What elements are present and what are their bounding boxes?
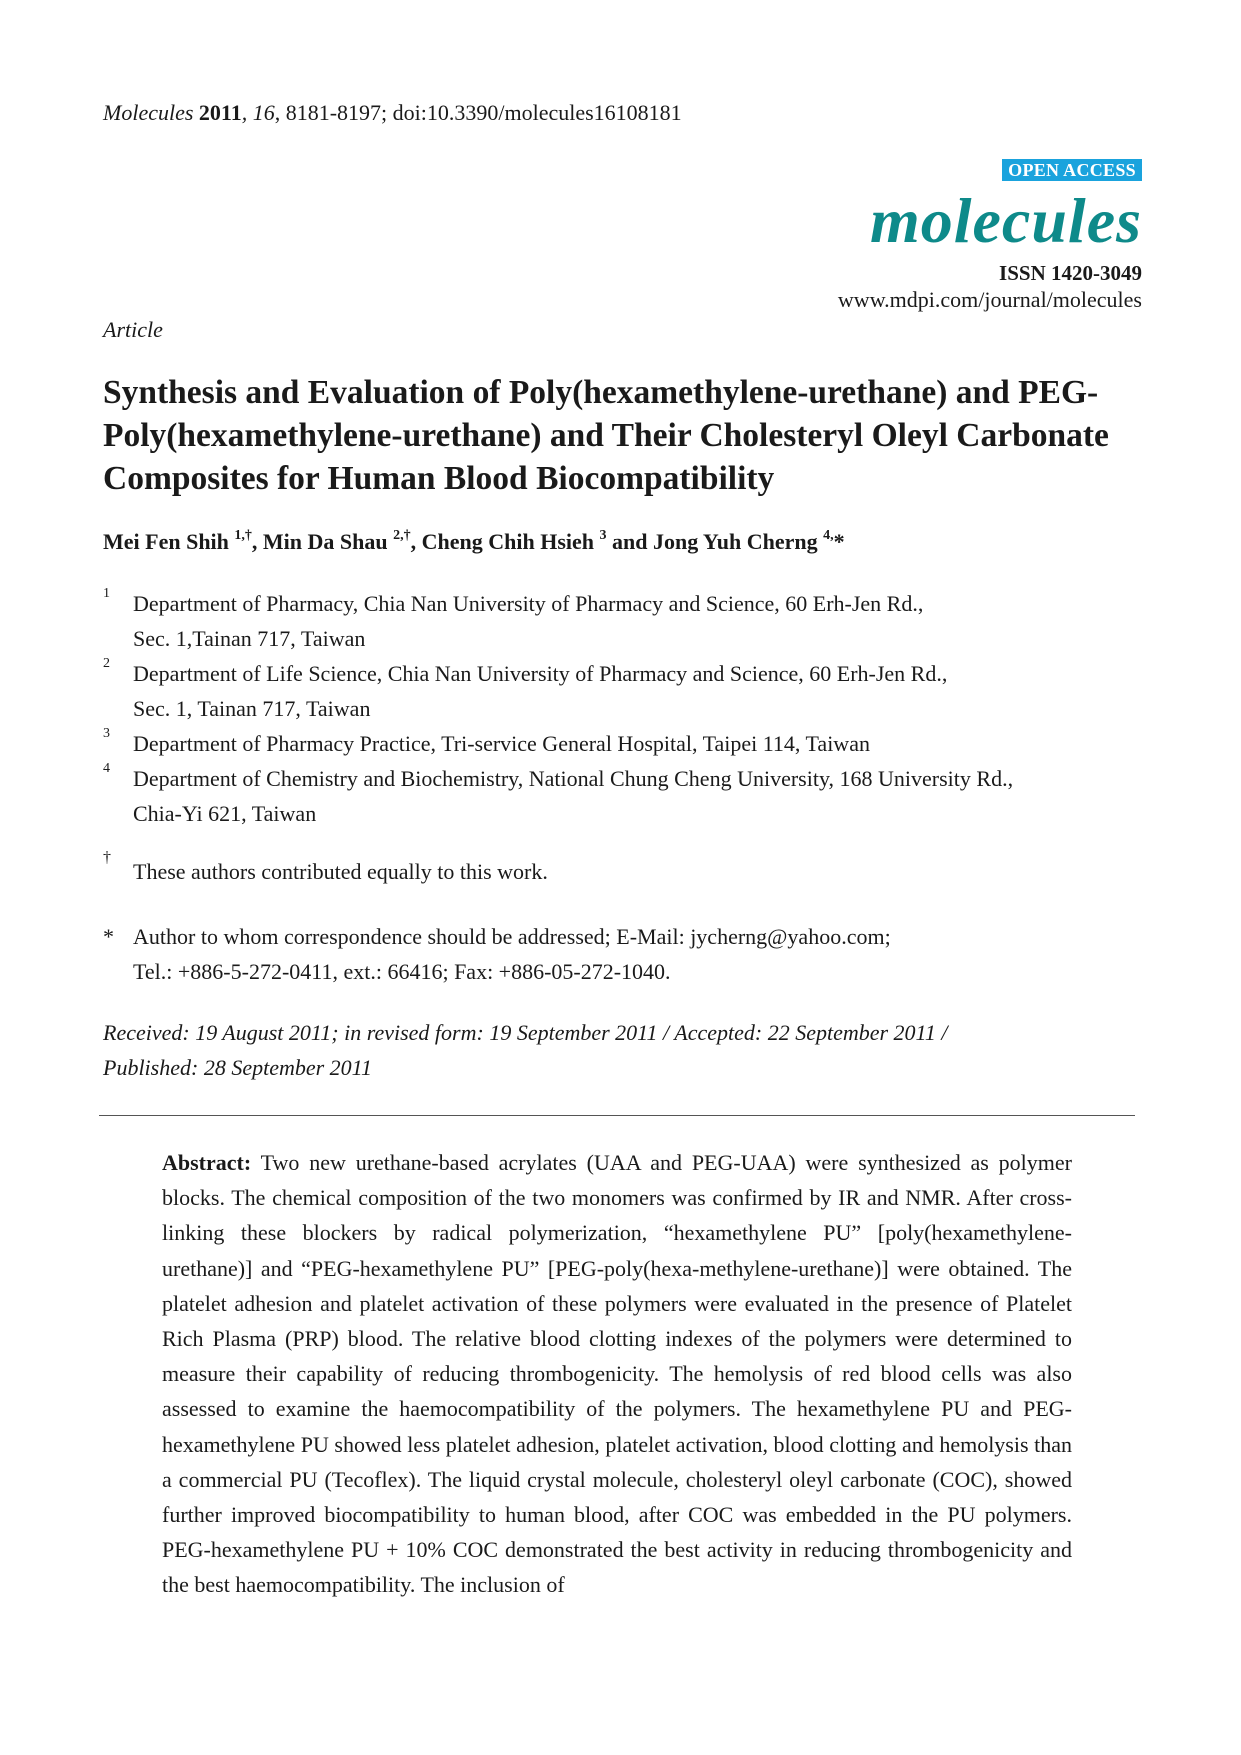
affiliation-text: Sec. 1,Tainan 717, Taiwan bbox=[133, 626, 366, 651]
publication-dates bbox=[103, 1015, 948, 1085]
affiliation-text: Sec. 1, Tainan 717, Taiwan bbox=[133, 696, 371, 721]
abstract bbox=[162, 1145, 1072, 1603]
author-affiliation-mark: 1,† bbox=[234, 528, 252, 543]
journal-url[interactable]: www.mdpi.com/journal/molecules bbox=[837, 287, 1142, 312]
affiliation-text: Chia-Yi 621, Taiwan bbox=[133, 801, 317, 826]
affiliation-text: Department of Life Science, Chia Nan University of Pharmacy and Science, 60 Erh-Jen Rd., bbox=[133, 661, 948, 686]
author-name: Min Da Shau bbox=[262, 529, 388, 554]
dagger-symbol: † bbox=[103, 849, 111, 866]
article-type: Article bbox=[103, 317, 163, 342]
affiliation-text: Department of Pharmacy, Chia Nan University of Pharmacy and Science, 60 Erh-Jen Rd., bbox=[133, 591, 924, 616]
author-name: Cheng Chih Hsieh bbox=[421, 529, 595, 554]
equal-contribution-text: These authors contributed equally to this work. bbox=[133, 859, 548, 884]
affiliation-number: 1 bbox=[103, 586, 110, 601]
abstract-label: Abstract: bbox=[162, 1150, 252, 1175]
article-title: Synthesis and Evaluation of Poly(hexamethylene-urethane) and PEG-Poly(hexamethylene-urethane) and Their Cholesteryl Oleyl Carbonate Composites for Human Blood Biocompatibility bbox=[103, 374, 1109, 497]
open-access-badge: OPEN ACCESS bbox=[1002, 159, 1142, 181]
affiliation-number: 2 bbox=[103, 656, 110, 671]
author-name: Jong Yuh Cherng bbox=[653, 529, 818, 554]
citation-volume: 16 bbox=[252, 100, 275, 125]
section-divider bbox=[99, 1115, 1135, 1116]
abstract-text: Two new urethane-based acrylates (UAA and PEG-UAA) were synthesized as polymer blocks. The chemical composition of the two monomers was confirmed by IR and NMR. After cross-linking these blockers by radical polymerization, “hexamethylene PU” [poly(hexamethylene-urethane)] and “PEG-hexamethylene PU” [PEG-poly(hexa-methylene-urethane)] were obtained. The platelet adhesion and platelet activation of these polymers were evaluated in the presence of Platelet Rich Plasma (PRP) blood. The relative blood clotting indexes of the polymers were determined to measure their capability of reducing thrombogenicity. The hemolysis of red blood cells was also assessed to examine the haemocompatibility of the polymers. The hexamethylene PU and PEG-hexamethylene PU showed less platelet adhesion, platelet activation, blood clotting and hemolysis than a commercial PU (Tecoflex). The liquid crystal molecule, cholesteryl oleyl carbonate (COC), showed further improved biocompatibility to human blood, after COC was embedded in the PU polymers. PEG-hexamethylene PU + 10% COC demonstrated the best activity in reducing thrombogenicity and the best haemocompatibility. The inclusion of bbox=[162, 1150, 1072, 1598]
affiliation-number: 3 bbox=[103, 726, 110, 741]
correspondence-line: Tel.: +886-5-272-0411, ext.: 66416; Fax: +886-05-272-1040. bbox=[133, 959, 671, 984]
affiliation-number: 4 bbox=[103, 761, 110, 776]
citation-line: Molecules 2011, 16, 8181-8197; doi:10.3390/molecules16108181 bbox=[103, 100, 682, 125]
issn: ISSN 1420-3049 bbox=[999, 261, 1142, 285]
corresponding-author-star: * bbox=[833, 529, 845, 554]
affiliation-text: Department of Pharmacy Practice, Tri-service General Hospital, Taipei 114, Taiwan bbox=[133, 731, 870, 756]
dates-line: Received: 19 August 2011; in revised form: 19 September 2011 / Accepted: 22 September 2011 / bbox=[103, 1020, 948, 1045]
affiliation-text: Department of Chemistry and Biochemistry, National Chung Cheng University, 168 University Rd., bbox=[133, 766, 1014, 791]
author-affiliation-mark: 4, bbox=[823, 528, 834, 543]
author-separator: and bbox=[606, 529, 653, 554]
citation-year: 2011 bbox=[198, 100, 242, 125]
author-affiliation-mark: 3 bbox=[599, 528, 607, 543]
author-list bbox=[103, 529, 845, 555]
dates-line: Published: 28 September 2011 bbox=[103, 1055, 373, 1080]
correspondence-line: Author to whom correspondence should be addressed; E-Mail: jycherng@yahoo.com; bbox=[133, 924, 891, 949]
asterisk-symbol: * bbox=[103, 924, 114, 949]
journal-logo: molecules bbox=[869, 185, 1142, 256]
author-affiliation-mark: 2,† bbox=[393, 528, 411, 543]
author-separator: , bbox=[251, 529, 263, 554]
author-separator: , bbox=[410, 529, 422, 554]
citation-pages-doi: , 8181-8197; doi:10.3390/molecules16108181 bbox=[274, 100, 682, 125]
author-name: Mei Fen Shih bbox=[103, 529, 229, 554]
citation-journal: Molecules bbox=[103, 100, 194, 125]
